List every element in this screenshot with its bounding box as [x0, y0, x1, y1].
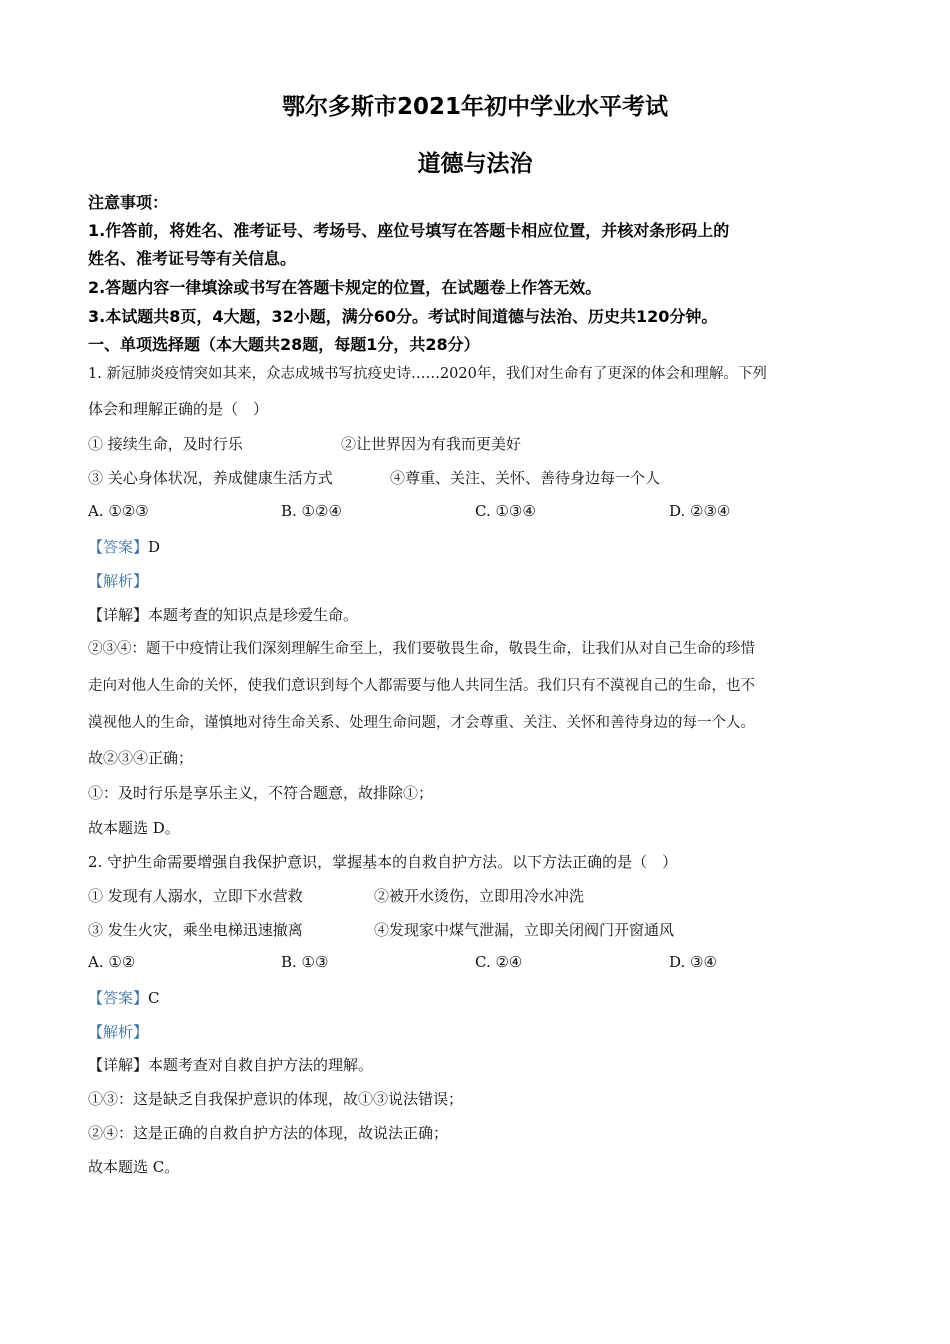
q1-statement-4: ④尊重、关注、关怀、善待身边每一个人 — [390, 469, 661, 487]
q2-option-a: A. ①② — [88, 953, 136, 971]
section-heading: 一、单项选择题（本大题共28题，每题1分，共28分） — [88, 335, 480, 354]
notice-item-1a: 1.作答前，将姓名、准考证号、考场号、座位号填写在答题卡相应位置，并核对条形码上的 — [88, 221, 730, 240]
q2-analysis-tag: 【解析】 — [88, 1023, 149, 1041]
q2-option-b: B. ①③ — [281, 953, 329, 971]
q2-detail-row — [88, 1054, 373, 1075]
q1-statement-3: ③ 关心身体状况，养成健康生活方式 — [88, 469, 333, 487]
q2-option-c: C. ②④ — [475, 953, 523, 971]
q1-explanation-2: ①：及时行乐是享乐主义，不符合题意，故排除①； — [88, 784, 434, 802]
exam-title: 鄂尔多斯市2021年初中学业水平考试 — [281, 94, 668, 120]
q1-answer: D — [148, 538, 161, 556]
q1-statement-2: ②让世界因为有我而更美好 — [341, 435, 522, 453]
notice-heading: 注意事项： — [88, 193, 169, 212]
q2-option-d: D. ③④ — [669, 953, 717, 971]
q2-explanation-2: ②④：这是正确的自救自护方法的体现，故说法正确； — [88, 1124, 449, 1142]
q2-statement-2: ②被开水烫伤，立即用冷水冲洗 — [374, 887, 585, 905]
q2-statement-3: ③ 发生火灾，乘坐电梯迅速撤离 — [88, 921, 303, 939]
q1-stem-a: 1. 新冠肺炎疫情突如其来，众志成城书写抗疫史诗……2020年，我们对生命有了更深的体会和理解。下列 — [88, 366, 767, 382]
q2-stem: 2. 守护生命需要增强自我保护意识，掌握基本的自救自护方法。以下方法正确的是（ ） — [88, 853, 678, 871]
q1-explanation-b: 走向对他人生命的关怀，使我们意识到每个人都需要与他人共同生活。我们只有不漠视自己的生命，也不 — [88, 678, 755, 694]
q1-detail: 本题考查的知识点是珍爱生命。 — [148, 606, 359, 624]
q2-statement-1: ① 发现有人溺水，立即下水营救 — [88, 887, 303, 905]
notice-item-1b: 姓名、准考证号等有关信息。 — [88, 249, 297, 268]
q1-conclusion: 故本题选 D。 — [88, 819, 180, 837]
q2-statement-4: ④发现家中煤气泄漏，立即关闭阀门开窗通风 — [374, 921, 675, 939]
notice-item-2: 2.答题内容一律填涂或书写在答题卡规定的位置，在试题卷上作答无效。 — [88, 278, 602, 297]
q1-analysis-tag: 【解析】 — [88, 572, 149, 590]
q2-answer-tag: 【答案】 — [88, 989, 149, 1007]
q1-detail-tag: 【详解】 — [88, 606, 149, 624]
q1-option-a: A. ①②③ — [88, 502, 149, 520]
q1-stem-b: 体会和理解正确的是（ ） — [88, 400, 269, 418]
q1-explanation-c: 漠视他人的生命，谨慎地对待生命关系、处理生命问题，才会尊重、关注、关怀和善待身边的每一个人。 — [88, 715, 755, 731]
q1-explanation-d: 故②③④正确； — [88, 749, 194, 767]
q2-conclusion: 故本题选 C。 — [88, 1158, 180, 1176]
subject-title: 道德与法治 — [417, 151, 533, 177]
q1-explanation-a: ②③④：题干中疫情让我们深刻理解生命至上，我们要敬畏生命，敬畏生命，让我们从对自己生命的珍惜 — [88, 641, 755, 657]
q1-option-c: C. ①③④ — [475, 502, 536, 520]
q1-option-b: B. ①②④ — [281, 502, 342, 520]
q1-answer-row — [88, 536, 160, 557]
q1-option-d: D. ②③④ — [669, 502, 731, 520]
q2-detail: 本题考查对自救自护方法的理解。 — [148, 1056, 374, 1074]
q2-answer: C — [148, 989, 160, 1007]
q2-answer-row — [88, 987, 160, 1008]
q2-explanation-1: ①③：这是缺乏自我保护意识的体现，故①③说法错误； — [88, 1090, 464, 1108]
notice-item-3: 3.本试题共8页，4大题，32小题，满分60分。考试时间道德与法治、历史共120分钟。 — [88, 307, 718, 326]
q1-detail-row — [88, 604, 358, 625]
q1-answer-tag: 【答案】 — [88, 538, 149, 556]
q1-statement-1: ① 接续生命，及时行乐 — [88, 435, 243, 453]
q2-detail-tag: 【详解】 — [88, 1056, 149, 1074]
